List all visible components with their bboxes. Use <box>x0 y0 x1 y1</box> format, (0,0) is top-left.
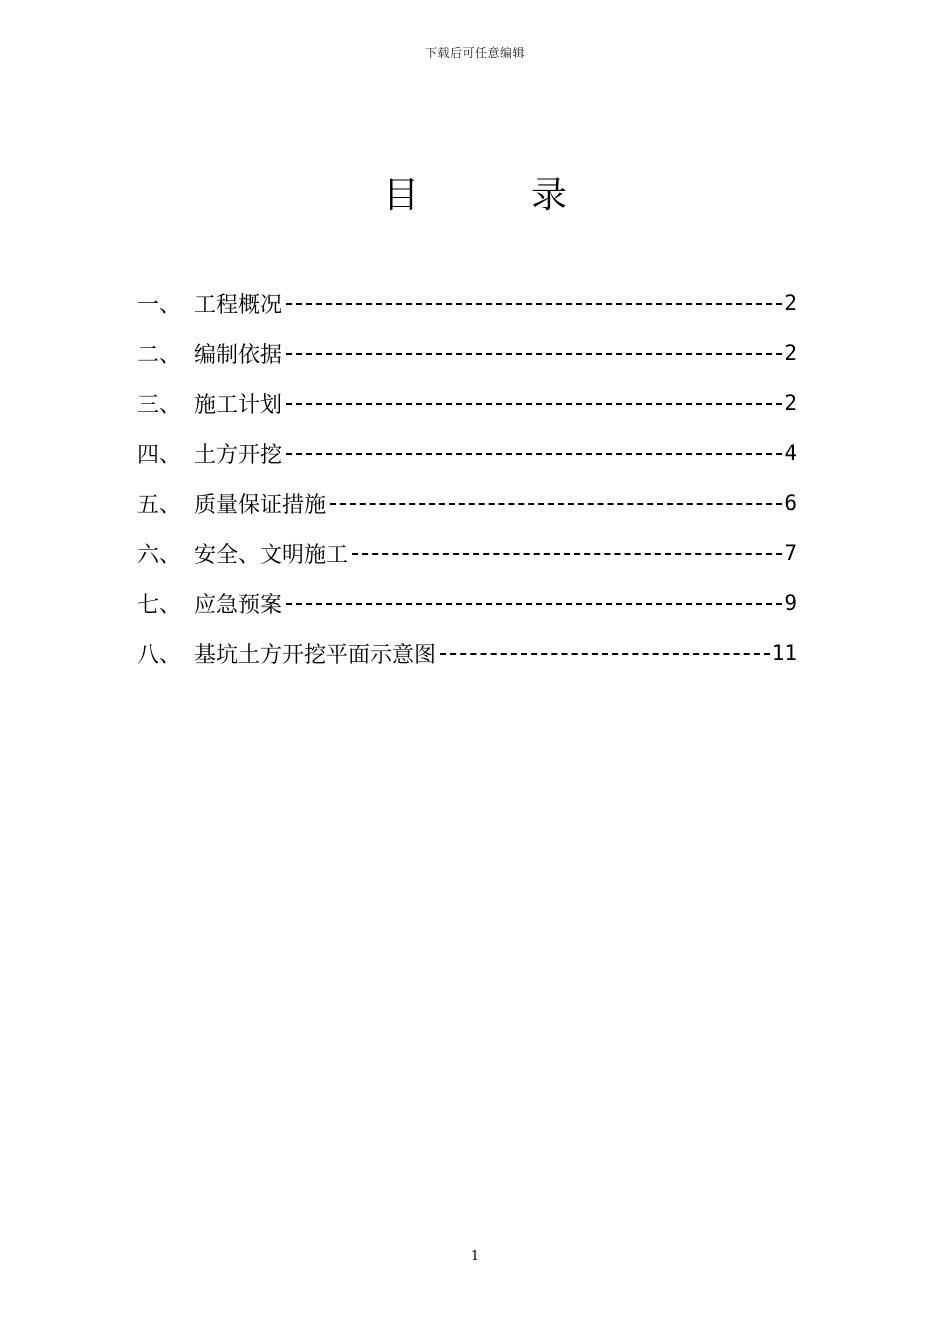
page-title <box>0 172 950 220</box>
toc-item-number: 二、 <box>137 342 182 368</box>
toc-item-label: 应急预案 <box>194 592 283 618</box>
toc-item-page: 2 <box>784 341 797 365</box>
page-header: 下载后可任意编辑 <box>424 46 525 60</box>
toc-item-number: 八、 <box>137 642 182 668</box>
toc-item-number: 七、 <box>137 592 182 618</box>
title-char-right: 录 <box>531 175 568 216</box>
toc-leader-dashes <box>286 303 782 305</box>
toc-item-label: 基坑土方开挖平面示意图 <box>194 642 437 668</box>
toc-item-number: 一、 <box>137 292 182 318</box>
toc-item-label: 工程概况 <box>194 292 283 318</box>
toc-item[interactable] <box>137 378 797 428</box>
toc-item-page: 2 <box>784 291 797 315</box>
title-char-left: 目 <box>382 175 419 216</box>
toc-item-label: 安全、文明施工 <box>194 542 349 568</box>
toc-leader-dashes <box>352 553 782 555</box>
page-number: 1 <box>470 1249 480 1264</box>
toc-leader-dashes <box>286 353 782 355</box>
toc-leader-dashes <box>286 453 782 455</box>
toc-leader-dashes <box>440 653 770 655</box>
toc-item-page: 9 <box>784 591 797 615</box>
toc-item-label: 质量保证措施 <box>194 492 327 518</box>
toc-item-label: 编制依据 <box>194 342 283 368</box>
toc-leader-dashes <box>286 403 782 405</box>
toc-item-page: 11 <box>771 641 797 665</box>
toc-item[interactable] <box>137 478 797 528</box>
toc-item-page: 2 <box>784 391 797 415</box>
toc-item[interactable] <box>137 428 797 478</box>
toc-item-page: 4 <box>784 441 797 465</box>
toc-item[interactable] <box>137 628 797 678</box>
toc-item[interactable] <box>137 578 797 628</box>
toc-item-number: 三、 <box>137 392 182 418</box>
toc-item-page: 6 <box>784 491 797 515</box>
toc-item-label: 土方开挖 <box>194 442 283 468</box>
toc-item-number: 四、 <box>137 442 182 468</box>
toc-item[interactable] <box>137 328 797 378</box>
table-of-contents <box>137 278 797 678</box>
toc-item-page: 7 <box>784 541 797 565</box>
toc-item[interactable] <box>137 528 797 578</box>
toc-leader-dashes <box>330 503 782 505</box>
toc-item[interactable] <box>137 278 797 328</box>
toc-item-number: 六、 <box>137 542 182 568</box>
toc-item-label: 施工计划 <box>194 392 283 418</box>
toc-leader-dashes <box>286 603 782 605</box>
toc-item-number: 五、 <box>137 492 182 518</box>
